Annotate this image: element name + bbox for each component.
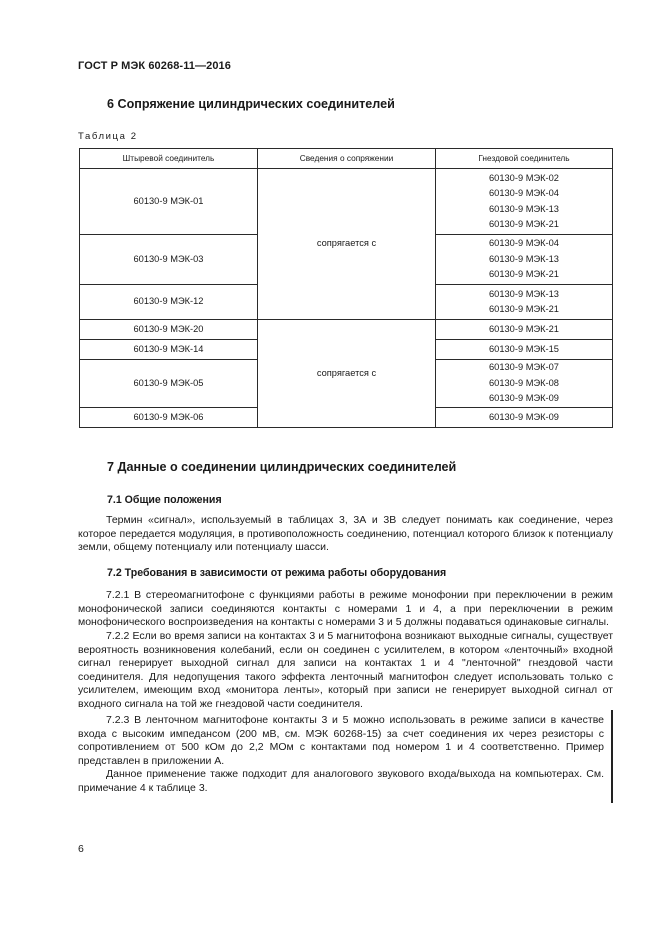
plug-connector-cell: 60130-9 МЭК-03 [133,253,204,264]
socket-connector-cell: 60130-9 МЭК-21 [489,323,559,334]
page-number: 6 [78,843,84,855]
plug-connector-cell: 60130-9 МЭК-20 [133,323,204,334]
plug-connector-cell: 60130-9 МЭК-12 [133,296,204,307]
socket-connector-cell [436,285,612,319]
plug-connector-cell: 60130-9 МЭК-05 [133,377,204,388]
document-header: ГОСТ Р МЭК 60268-11—2016 [78,60,231,72]
socket-connector-item: 60130-9 МЭК-13 [489,253,559,264]
mating-info-cell: сопрягается с [316,238,377,249]
socket-connector-item: 60130-9 МЭК-21 [489,269,559,280]
column-header-plug: Штыревой соединитель [122,152,215,163]
socket-connector-item: 60130-9 МЭК-02 [489,172,559,183]
column-header-socket: Гнездовой соединитель [478,152,570,163]
socket-connector-item: 60130-9 МЭК-09 [489,393,559,404]
subsection-7-1-title: 7.1 Общие положения [107,494,222,506]
plug-connector-cell: 60130-9 МЭК-14 [133,343,204,354]
column-header-mating: Сведения о сопряжении [299,152,394,163]
socket-connector-cell [436,169,612,234]
mating-info-cell: сопрягается с [316,367,377,378]
table-caption: Таблица 2 [78,131,138,142]
paragraph-application-note: Данное применение также подходит для аналогового звукового входа/выхода на компьютерах. См. примечание 4 к таблице 3. [78,768,604,794]
subsection-7-2-title: 7.2 Требования в зависимости от режима работы оборудования [107,567,447,579]
socket-connector-item: 60130-9 МЭК-21 [489,219,559,229]
socket-connector-cell [436,360,612,407]
socket-connector-item: 60130-9 МЭК-13 [489,203,559,214]
paragraph-7-2-3: 7.2.3 В ленточном магнитофоне контакты 3 и 5 можно использовать в режиме записи в качестве входа с высоким импедансом (200 мВ, см. МЭК 60268-15) за счет соединения их через резисторы с сопротивлением от 500 кОм до 2,2 МОм с контактами под номером 1 и 4 соответственно. Пример представлен в приложении А. [78,714,604,767]
table-border-right [612,148,613,428]
socket-connector-item: 60130-9 МЭК-04 [489,188,559,198]
table-2 [79,148,613,428]
change-marker-bar [611,710,613,803]
socket-connector-item: 60130-9 МЭК-04 [489,238,559,249]
socket-connector-item: 60130-9 МЭК-08 [489,377,559,388]
socket-connector-cell [436,235,612,284]
section-6-title: 6 Сопряжение цилиндрических соединителей [107,97,395,111]
table-border-bottom [79,427,613,428]
plug-connector-cell: 60130-9 МЭК-01 [133,195,204,206]
socket-connector-item: 60130-9 МЭК-07 [489,362,559,373]
socket-connector-item: 60130-9 МЭК-21 [489,304,559,314]
socket-connector-cell: 60130-9 МЭК-15 [489,343,559,354]
socket-connector-item: 60130-9 МЭК-13 [489,288,559,299]
plug-connector-cell: 60130-9 МЭК-06 [133,411,204,422]
paragraph-7-2-1: 7.2.1 В стереомагнитофоне с функциями работы в режиме монофонии при переключении в режим монофонической записи соединяются контакты с номерами 1 и 4, а при переключении в режим монофонического воспроизведения на контакты с номерами 3 и 5 должны подаваться одинаковые сигналы. [78,589,613,629]
paragraph-7-2-2: 7.2.2 Если во время записи на контактах 3 и 5 магнитофона возникают выходные сигналы, существует вероятность возникновения колебаний, если он соединен с усилителем, в котором «ленточный» входной сигнал генерирует выходной сигнал для записи на контактах 1 и 4 "ленточной" гнездовой части соединителя. Для недопущения такого эффекта ленточный магнитофон следует использовать только с усилителем, имеющим вход «монитора ленты», который при записи не генерирует выходной сигнал от входного сигнала на той же гнездовой части соединителя. [78,630,613,710]
socket-connector-cell: 60130-9 МЭК-09 [489,411,559,422]
subsection-7-1-paragraph: Термин «сигнал», используемый в таблицах 3, 3А и 3В следует понимать как соединение, через которое передается модуляция, в противоположность соединению, потенциал которого близок к потенциалу земли, общему потенциалу или потенциалу шасси. [78,514,613,554]
section-7-title: 7 Данные о соединении цилиндрических соединителей [107,460,457,474]
